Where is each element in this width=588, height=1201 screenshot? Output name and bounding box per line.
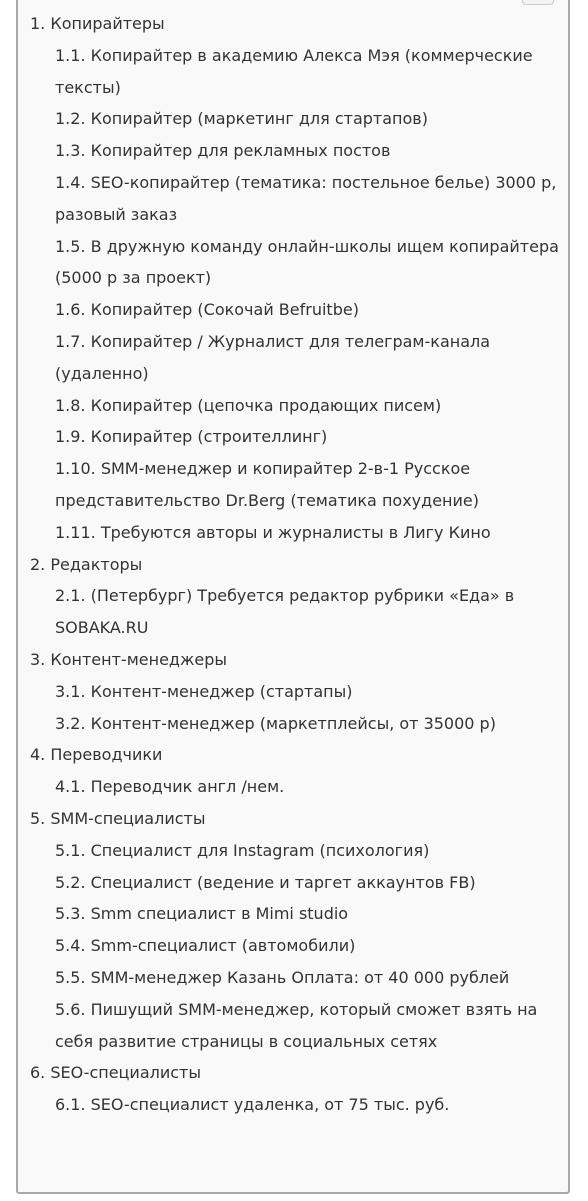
toc-section-link[interactable]	[18, 803, 570, 835]
toc-item-title: Smm-специалист (автомобили)	[90, 936, 356, 956]
toc-item-number: 5.4.	[55, 936, 86, 956]
toc-item-link[interactable]	[18, 294, 570, 326]
toc-item-link[interactable]	[18, 390, 570, 422]
toc-item-link[interactable]	[18, 708, 570, 740]
toc-item-number: 2.1.	[55, 586, 86, 606]
toc-item-link[interactable]	[18, 231, 570, 295]
toc-item-link[interactable]	[18, 580, 570, 644]
toc-item-number: 4.1.	[55, 777, 86, 797]
toc-item-title: Пишущий SMM-менеджер, который сможет взять на себя развитие страницы в социальных сетях	[55, 999, 538, 1051]
toc-item-number: 1.8.	[55, 395, 86, 415]
toc-item-title: Переводчик англ /нем.	[90, 777, 285, 797]
toc-item-title: Специалист для Instagram (психология)	[90, 840, 430, 860]
toc-item-link[interactable]	[18, 103, 570, 135]
toc-item-number: 1.5.	[55, 236, 86, 256]
toc-toggle-button[interactable]	[522, 0, 554, 5]
toc-section-number: 5.	[30, 808, 46, 828]
toc-item-link[interactable]	[18, 867, 570, 899]
toc-item-title: SEO-копирайтер (тематика: постельное белье) 3000 р, разовый заказ	[55, 172, 557, 224]
toc-item-number: 6.1.	[55, 1095, 86, 1115]
toc-item-title: (Петербург) Требуется редактор рубрики «Еда» в SOBAKA.RU	[55, 586, 515, 638]
toc-item-title: SMM-менеджер Казань Оплата: от 40 000 рублей	[90, 967, 510, 987]
toc-item-title: Требуются авторы и журналисты в Лигу Кино	[100, 522, 491, 542]
toc-item-title: Контент-менеджер (маркетплейсы, от 35000 р)	[90, 713, 496, 733]
table-of-contents	[16, 0, 570, 1194]
toc-section-number: 2.	[30, 554, 46, 574]
toc-item-link[interactable]	[18, 676, 570, 708]
toc-section-link[interactable]	[18, 1057, 570, 1089]
toc-item-title: Контент-менеджер (стартапы)	[90, 681, 353, 701]
toc-item-title: Копирайтер (маркетинг для стартапов)	[90, 109, 428, 129]
toc-item-link[interactable]	[18, 167, 570, 231]
toc-item-number: 5.2.	[55, 872, 86, 892]
toc-item-title: Копирайтер (цепочка продающих писем)	[90, 395, 442, 415]
toc-item-number: 1.3.	[55, 141, 86, 161]
toc-item-number: 3.2.	[55, 713, 86, 733]
toc-section-link[interactable]	[18, 739, 570, 771]
toc-section-title: Переводчики	[50, 745, 163, 765]
toc-item-number: 5.1.	[55, 840, 86, 860]
toc-item-title: Smm специалист в Mimi studio	[90, 904, 349, 924]
toc-item-title: SMM-менеджер и копирайтер 2-в-1 Русское представительство Dr.Berg (тематика похудение)	[55, 459, 479, 510]
toc-list	[18, 8, 570, 1121]
toc-section-link[interactable]	[18, 8, 570, 40]
toc-section-title: SMM-специалисты	[50, 808, 206, 828]
toc-item-link[interactable]	[18, 962, 570, 994]
toc-item-title: SEO-специалист удаленка, от 75 тыс. руб.	[90, 1095, 450, 1115]
toc-item-number: 1.9.	[55, 427, 86, 447]
toc-item-link[interactable]	[18, 930, 570, 962]
toc-item-link[interactable]	[18, 835, 570, 867]
toc-section-number: 3.	[30, 649, 46, 669]
toc-section-title: SEO-специалисты	[50, 1063, 202, 1083]
toc-section-link[interactable]	[18, 644, 570, 676]
toc-item-link[interactable]	[18, 326, 570, 390]
toc-item-title: Копирайтер для рекламных постов	[90, 141, 391, 161]
toc-section-link[interactable]	[18, 549, 570, 581]
toc-item-number: 1.10.	[55, 459, 96, 479]
toc-item-title: Специалист (ведение и таргет аккаунтов FB)	[90, 872, 476, 892]
toc-item-link[interactable]	[18, 1089, 570, 1121]
toc-item-number: 5.5.	[55, 967, 86, 987]
toc-item-number: 1.6.	[55, 300, 86, 320]
toc-item-link[interactable]	[18, 135, 570, 167]
toc-item-link[interactable]	[18, 994, 570, 1058]
toc-section-title: Контент-менеджеры	[50, 649, 228, 669]
toc-item-link[interactable]	[18, 453, 570, 517]
toc-section-number: 6.	[30, 1063, 46, 1083]
toc-item-title: Копирайтер в академию Алекса Мэя (коммерческие тексты)	[55, 45, 533, 97]
toc-item-link[interactable]	[18, 421, 570, 453]
toc-item-link[interactable]	[18, 517, 570, 549]
toc-item-number: 5.3.	[55, 904, 86, 924]
toc-section-title: Копирайтеры	[50, 14, 165, 33]
toc-item-title: В дружную команду онлайн-школы ищем копирайтера (5000 р за проект)	[55, 236, 559, 288]
toc-item-title: Копирайтер / Журналист для телеграм-канала (удаленно)	[55, 331, 491, 383]
toc-item-number: 5.6.	[55, 999, 86, 1019]
toc-item-number: 3.1.	[55, 681, 86, 701]
toc-item-link[interactable]	[18, 898, 570, 930]
toc-section-number: 4.	[30, 745, 46, 765]
toc-section-number: 1.	[30, 14, 46, 33]
toc-item-title: Копирайтер (строителлинг)	[90, 427, 328, 447]
toc-item-number: 1.2.	[55, 109, 86, 129]
toc-item-number: 1.11.	[55, 522, 96, 542]
toc-item-link[interactable]	[18, 40, 570, 104]
toc-item-number: 1.4.	[55, 172, 86, 192]
toc-item-title: Копирайтер (Сокочай Befruitbe)	[90, 300, 359, 320]
toc-item-number: 1.7.	[55, 331, 86, 351]
toc-item-number: 1.1.	[55, 45, 86, 65]
toc-section-title: Редакторы	[50, 554, 143, 574]
toc-item-link[interactable]	[18, 771, 570, 803]
